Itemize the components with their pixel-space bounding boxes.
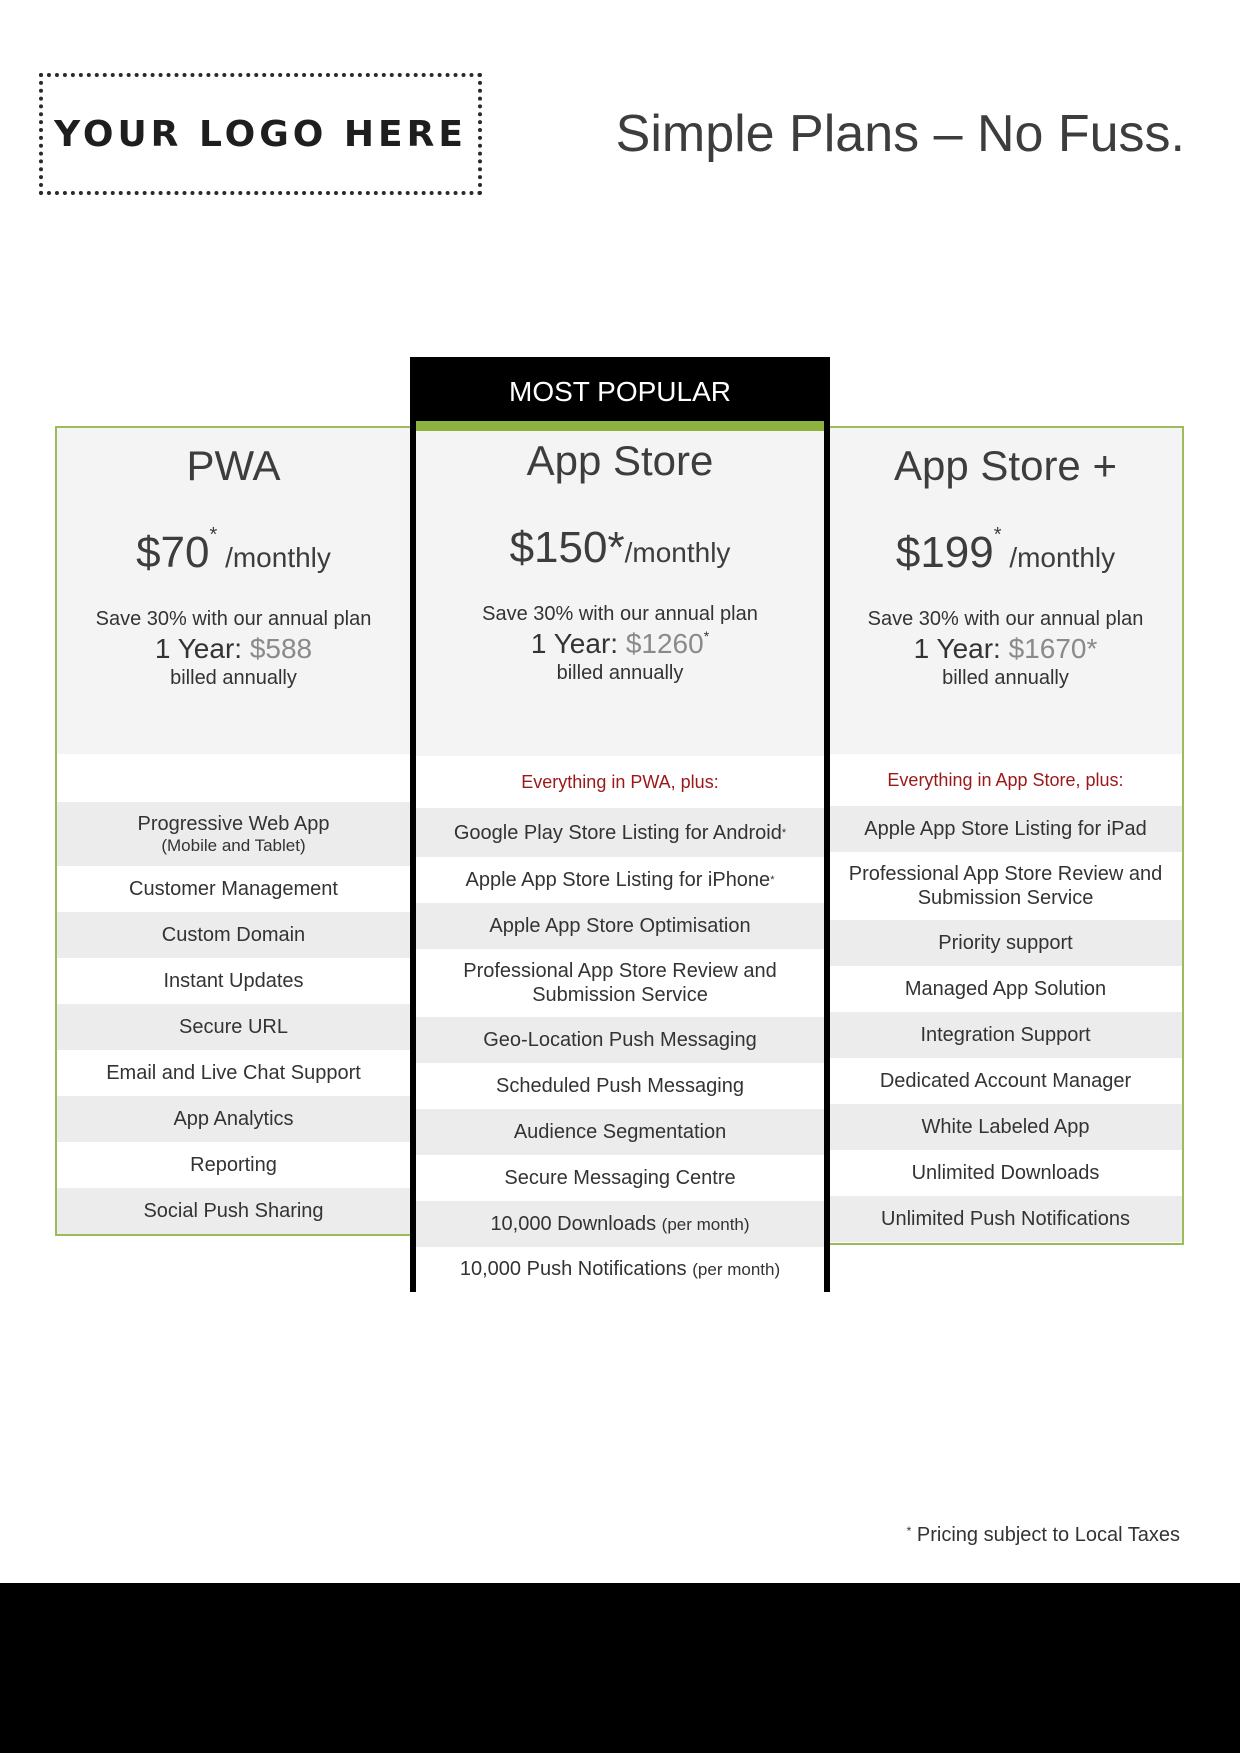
- plan-intro: Everything in App Store, plus:: [887, 769, 1124, 790]
- feature-text: Progressive Web App: [137, 813, 330, 835]
- plan-card-pwa: [55, 426, 412, 1236]
- feature-text: App Analytics: [173, 1108, 294, 1130]
- feature-item: [416, 1201, 824, 1247]
- plan-name: PWA: [186, 442, 281, 489]
- feature-item: [57, 1142, 410, 1188]
- feature-line: [864, 817, 1146, 841]
- feature-line: [460, 1257, 780, 1282]
- price-amount: $199: [895, 528, 994, 577]
- footnote-text: Pricing subject to Local Taxes: [911, 1524, 1180, 1546]
- price-amount: $150*: [509, 523, 625, 572]
- feature-line: [880, 1069, 1131, 1093]
- feature-line: [920, 1023, 1090, 1047]
- feature-line: [912, 1161, 1100, 1185]
- plan-header: [829, 428, 1182, 754]
- annual-price-label: 1 Year:: [530, 628, 626, 659]
- feature-line: [905, 977, 1106, 1001]
- feature-text: White Labeled App: [921, 1116, 1090, 1138]
- feature-line: [483, 1028, 757, 1052]
- feature-line: [454, 821, 786, 845]
- feature-text: Secure Messaging Centre: [504, 1167, 736, 1189]
- feature-marker: *: [770, 874, 775, 886]
- annual-price-label: 1 Year:: [913, 633, 1009, 664]
- feature-item: [416, 1247, 824, 1292]
- price-period: /monthly: [225, 542, 331, 573]
- feature-item: [57, 1188, 410, 1234]
- feature-item: [416, 1063, 824, 1109]
- feature-list: [57, 802, 410, 1234]
- feature-text: Google Play Store Listing for Android: [453, 821, 782, 844]
- feature-subtext: (Mobile and Tablet): [161, 836, 306, 855]
- feature-line: [489, 914, 750, 938]
- annual-price-amount: $1670*: [1008, 633, 1098, 664]
- feature-line: [138, 812, 330, 836]
- feature-item: [829, 852, 1182, 920]
- feature-text: Reporting: [190, 1154, 277, 1176]
- feature-text: Apple App Store Listing for iPhone: [465, 869, 771, 891]
- feature-item: [416, 808, 824, 857]
- feature-text: Unlimited Downloads: [911, 1162, 1100, 1184]
- feature-item: [57, 1050, 410, 1096]
- feature-line: [173, 1107, 293, 1131]
- feature-text: Apple App Store Listing for iPad: [864, 818, 1147, 840]
- logo-text: YOUR LOGO HERE: [54, 113, 467, 155]
- billed-annually: billed annually: [170, 667, 297, 689]
- feature-text: 10,000 Push Notifications: [459, 1258, 693, 1280]
- annual-save-text: Save 30% with our annual plan: [867, 608, 1144, 630]
- feature-list: [416, 808, 824, 1292]
- footer-bar: [0, 1583, 1240, 1753]
- feature-line: [162, 923, 305, 947]
- price-period: /monthly: [1009, 542, 1116, 573]
- annual-price-amount: $1260: [625, 628, 704, 659]
- feature-line: [163, 969, 303, 993]
- feature-text: Integration Support: [920, 1024, 1091, 1046]
- feature-line: [922, 1115, 1090, 1139]
- feature-list: [829, 806, 1182, 1242]
- feature-line: [106, 1061, 361, 1085]
- feature-item: [829, 806, 1182, 852]
- plan-card-app-store-plus: [827, 426, 1184, 1245]
- feature-line: [190, 1153, 277, 1177]
- feature-line: [466, 868, 775, 892]
- feature-line: [496, 1074, 744, 1098]
- feature-text: 10,000 Downloads: [490, 1212, 662, 1235]
- feature-qualifier: (per month): [661, 1214, 750, 1234]
- feature-text: Managed App Solution: [904, 978, 1107, 1000]
- feature-line: [829, 862, 1182, 910]
- feature-item: [416, 903, 824, 949]
- plan-name: App Store: [526, 437, 714, 484]
- price-amount: $70: [136, 528, 210, 577]
- billed-annually: billed annually: [942, 667, 1069, 689]
- feature-item: [829, 1104, 1182, 1150]
- plan-intro: [57, 754, 410, 802]
- feature-text: Customer Management: [129, 878, 338, 900]
- feature-item: [829, 1196, 1182, 1242]
- plan-name: App Store +: [894, 442, 1117, 489]
- feature-text: Social Push Sharing: [143, 1200, 324, 1222]
- plan-header: [416, 431, 824, 756]
- feature-text: Dedicated Account Manager: [879, 1070, 1132, 1092]
- billed-annually: billed annually: [556, 662, 684, 684]
- feature-line: [938, 931, 1073, 955]
- feature-marker: *: [781, 826, 787, 839]
- feature-line: [129, 877, 338, 901]
- feature-text: Professional App Store Review and Submission Service: [848, 863, 1163, 909]
- annual-save-text: Save 30% with our annual plan: [482, 603, 758, 625]
- feature-line: [514, 1120, 726, 1144]
- feature-item: [57, 912, 410, 958]
- feature-text: Secure URL: [179, 1016, 288, 1038]
- feature-text: Email and Live Chat Support: [106, 1062, 361, 1084]
- feature-text: Scheduled Push Messaging: [496, 1075, 744, 1097]
- footnote-marker: *: [906, 1524, 912, 1538]
- annual-save-text: Save 30% with our annual plan: [95, 608, 372, 630]
- feature-item: [416, 1017, 824, 1063]
- feature-text: Priority support: [938, 932, 1073, 954]
- plan-intro: Everything in PWA, plus:: [521, 771, 719, 792]
- feature-qualifier: (per month): [692, 1260, 781, 1279]
- price-marker: *: [993, 524, 1002, 546]
- page-title: Simple Plans – No Fuss.: [615, 105, 1185, 163]
- feature-item: [829, 966, 1182, 1012]
- feature-text: Instant Updates: [163, 970, 304, 992]
- feature-item: [57, 1004, 410, 1050]
- accent-bar: [416, 421, 824, 431]
- most-popular-badge: MOST POPULAR: [416, 363, 824, 421]
- feature-text: Professional App Store Review and Submission Service: [463, 960, 777, 1006]
- feature-item: [829, 920, 1182, 966]
- feature-item: [416, 1109, 824, 1155]
- logo-placeholder: [39, 73, 482, 195]
- feature-text: Audience Segmentation: [513, 1121, 727, 1143]
- annual-price: [416, 628, 824, 660]
- feature-line: [881, 1207, 1130, 1231]
- feature-text: Unlimited Push Notifications: [881, 1208, 1130, 1230]
- plan-card-app-store: [410, 357, 830, 1292]
- annual-price: [57, 633, 410, 665]
- feature-line: [490, 1212, 749, 1237]
- feature-item: [416, 949, 824, 1017]
- plan-price: [829, 524, 1182, 578]
- feature-item: [57, 866, 410, 912]
- feature-item: [829, 1058, 1182, 1104]
- annual-price-marker: *: [703, 628, 710, 644]
- pricing-footnote: [907, 1524, 1180, 1547]
- feature-item: [416, 857, 824, 903]
- annual-price: [829, 633, 1182, 665]
- feature-item: [416, 1155, 824, 1201]
- feature-text: Custom Domain: [161, 924, 306, 946]
- plan-price: [57, 524, 410, 578]
- feature-item: [829, 1150, 1182, 1196]
- annual-price-amount: $588: [249, 633, 313, 664]
- feature-text: Geo-Location Push Messaging: [483, 1029, 757, 1051]
- feature-item: [829, 1012, 1182, 1058]
- feature-text: Apple App Store Optimisation: [489, 915, 751, 937]
- plan-header: [57, 428, 410, 754]
- feature-line: [143, 1199, 323, 1223]
- feature-line: [179, 1015, 288, 1039]
- price-period: /monthly: [624, 537, 731, 568]
- feature-line: [504, 1166, 735, 1190]
- feature-line: [416, 959, 824, 1007]
- annual-price-label: 1 Year:: [154, 633, 250, 664]
- feature-item: [57, 1096, 410, 1142]
- feature-item: [57, 802, 410, 866]
- plan-price: [416, 523, 824, 573]
- price-marker: *: [209, 524, 218, 546]
- feature-item: [57, 958, 410, 1004]
